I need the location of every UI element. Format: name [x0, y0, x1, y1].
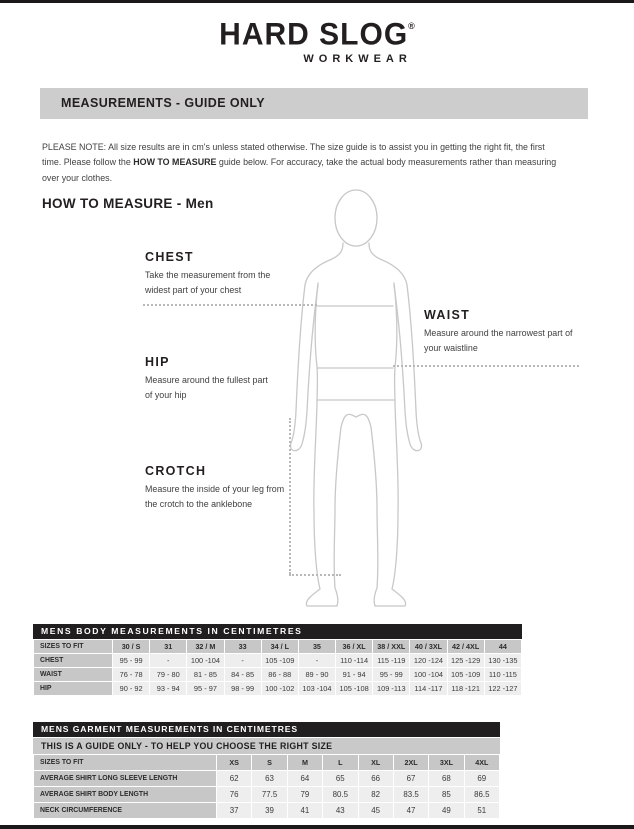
column-header: S [252, 755, 286, 770]
table-row [34, 668, 521, 681]
column-header: 3XL [429, 755, 463, 770]
hip-description: Measure around the fullest part of your hip [145, 375, 268, 400]
brand-subtitle: WORKWEAR [303, 53, 412, 65]
row-label: CHEST [34, 654, 112, 667]
measurement-cell: 45 [359, 803, 393, 818]
column-header: 32 / M [187, 640, 223, 653]
measurement-cell: 84 - 85 [225, 668, 261, 681]
column-header: 34 / L [262, 640, 298, 653]
measurement-cell: 82 [359, 787, 393, 802]
measure-section-hip [145, 355, 270, 403]
table-row [34, 803, 499, 818]
top-border [0, 0, 634, 3]
measurement-cell: 76 - 78 [113, 668, 149, 681]
garment-table-title: MENS GARMENT MEASUREMENTS IN CENTIMETRES [33, 722, 500, 737]
measurement-cell: 41 [288, 803, 322, 818]
column-header: 42 / 4XL [448, 640, 484, 653]
chest-description: Take the measurement from the widest part of your chest [145, 270, 271, 295]
measurement-cell: 109 -113 [373, 682, 409, 695]
page-title: MEASUREMENTS - GUIDE ONLY [40, 88, 588, 119]
measure-section-waist [424, 308, 589, 356]
body-measurements-section [33, 624, 522, 696]
measurement-cell: 86 - 88 [262, 668, 298, 681]
measurement-cell: 89 - 90 [299, 668, 335, 681]
header-row [34, 755, 499, 770]
note-after: guide below. For accuracy, take the actual body measurements rather than measuring over your clothes. [42, 157, 557, 184]
measurement-cell: 95 - 99 [373, 668, 409, 681]
measurement-cell: 125 -129 [448, 654, 484, 667]
measurement-cell: 49 [429, 803, 463, 818]
row-label: AVERAGE SHIRT LONG SLEEVE LENGTH [34, 771, 216, 786]
note-bold: HOW TO MEASURE [133, 157, 217, 168]
measurement-cell: 100 -104 [187, 654, 223, 667]
measurement-cell: 105 -108 [336, 682, 372, 695]
measurement-cell: 64 [288, 771, 322, 786]
table-row [34, 682, 521, 695]
brand-name [219, 8, 415, 53]
column-header: 35 [299, 640, 335, 653]
hip-title: HIP [145, 355, 170, 369]
measurement-cell: 85 [429, 787, 463, 802]
measurement-cell: 91 - 94 [336, 668, 372, 681]
note-text [42, 140, 564, 187]
measurement-cell: 62 [217, 771, 251, 786]
measurement-cell: 79 [288, 787, 322, 802]
measurement-cell: 105 -109 [448, 668, 484, 681]
measurement-cell: 65 [323, 771, 357, 786]
sizes-to-fit-header: SIZES TO FIT [34, 755, 216, 770]
column-header: 33 [225, 640, 261, 653]
note-before: PLEASE NOTE: All size results are in cm's unless stated otherwise. The size guide is to assist you in getting the right fit, the first time. Please follow the [42, 141, 545, 168]
column-header: 30 / S [113, 640, 149, 653]
measurement-cell: 77.5 [252, 787, 286, 802]
measurement-cell: 130 -135 [485, 654, 521, 667]
measurement-cell: 110 -114 [336, 654, 372, 667]
measurement-cell: 81 - 85 [187, 668, 223, 681]
crotch-description: Measure the inside of your leg from the crotch to the anklebone [145, 484, 285, 509]
measurement-cell: 43 [323, 803, 357, 818]
measurement-cell: 118 -121 [448, 682, 484, 695]
measure-section-crotch [145, 464, 295, 512]
column-header: 40 / 3XL [410, 640, 446, 653]
measurement-cell: 122 -127 [485, 682, 521, 695]
measurement-cell: 103 -104 [299, 682, 335, 695]
measurement-cell: - [225, 654, 261, 667]
body-outline-figure [240, 185, 470, 610]
measurement-cell: 39 [252, 803, 286, 818]
column-header: M [288, 755, 322, 770]
header-row [34, 640, 521, 653]
garment-measurements-table [33, 754, 500, 819]
measurement-cell: 66 [359, 771, 393, 786]
measurement-cell: 76 [217, 787, 251, 802]
brand-logo-inner [219, 9, 415, 65]
measurement-cell: - [150, 654, 186, 667]
column-header: 4XL [465, 755, 499, 770]
registered-mark: ® [408, 20, 415, 32]
measurement-cell: 105 -109 [262, 654, 298, 667]
row-label: WAIST [34, 668, 112, 681]
column-header: XL [359, 755, 393, 770]
table-row [34, 787, 499, 802]
brand-name-text: HARD SLOG [219, 17, 409, 53]
waist-leader-line [393, 365, 579, 367]
measurement-cell: 100 -104 [410, 668, 446, 681]
measurement-cell: 63 [252, 771, 286, 786]
bottom-border [0, 825, 634, 829]
measurement-cell: 93 - 94 [150, 682, 186, 695]
table-row [34, 771, 499, 786]
body-measurements-table [33, 639, 522, 696]
waist-description: Measure around the narrowest part of your waistline [424, 328, 573, 353]
table-row [34, 654, 521, 667]
row-label: NECK CIRCUMFERENCE [34, 803, 216, 818]
measurement-cell: 90 - 92 [113, 682, 149, 695]
measurement-cell: 100 -102 [262, 682, 298, 695]
chest-leader-line [143, 304, 317, 306]
crotch-leader-line-vertical [289, 418, 291, 574]
measurement-cell: 67 [394, 771, 428, 786]
column-header: 36 / XL [336, 640, 372, 653]
measurement-cell: 86.5 [465, 787, 499, 802]
measurement-cell: 115 -119 [373, 654, 409, 667]
chest-title: CHEST [145, 250, 194, 264]
measure-section-chest [145, 250, 290, 298]
garment-table-subtitle: THIS IS A GUIDE ONLY - TO HELP YOU CHOOSE THE RIGHT SIZE [33, 738, 500, 754]
column-header: XS [217, 755, 251, 770]
measurement-cell: 110 -115 [485, 668, 521, 681]
measurement-cell: 98 - 99 [225, 682, 261, 695]
column-header: 38 / XXL [373, 640, 409, 653]
measurement-cell: 95 - 99 [113, 654, 149, 667]
column-header: 44 [485, 640, 521, 653]
measurement-cell: 68 [429, 771, 463, 786]
crotch-title: CROTCH [145, 464, 207, 478]
how-to-measure-heading: HOW TO MEASURE - Men [42, 196, 214, 211]
column-header: 2XL [394, 755, 428, 770]
row-label: HIP [34, 682, 112, 695]
measurement-cell: 47 [394, 803, 428, 818]
measurement-cell: 114 -117 [410, 682, 446, 695]
body-table-title: MENS BODY MEASUREMENTS IN CENTIMETRES [33, 624, 522, 639]
column-header: L [323, 755, 357, 770]
measurement-cell: 51 [465, 803, 499, 818]
crotch-leader-line-horizontal [289, 574, 341, 576]
measurement-cell: 83.5 [394, 787, 428, 802]
measurement-cell: - [299, 654, 335, 667]
measurement-cell: 95 - 97 [187, 682, 223, 695]
measurement-cell: 120 -124 [410, 654, 446, 667]
row-label: AVERAGE SHIRT BODY LENGTH [34, 787, 216, 802]
sizes-to-fit-header: SIZES TO FIT [34, 640, 112, 653]
garment-measurements-section [33, 722, 500, 819]
measurement-cell: 80.5 [323, 787, 357, 802]
measurement-cell: 37 [217, 803, 251, 818]
column-header: 31 [150, 640, 186, 653]
measurement-cell: 69 [465, 771, 499, 786]
brand-logo [0, 9, 634, 67]
waist-title: WAIST [424, 308, 471, 322]
measurement-cell: 79 - 80 [150, 668, 186, 681]
